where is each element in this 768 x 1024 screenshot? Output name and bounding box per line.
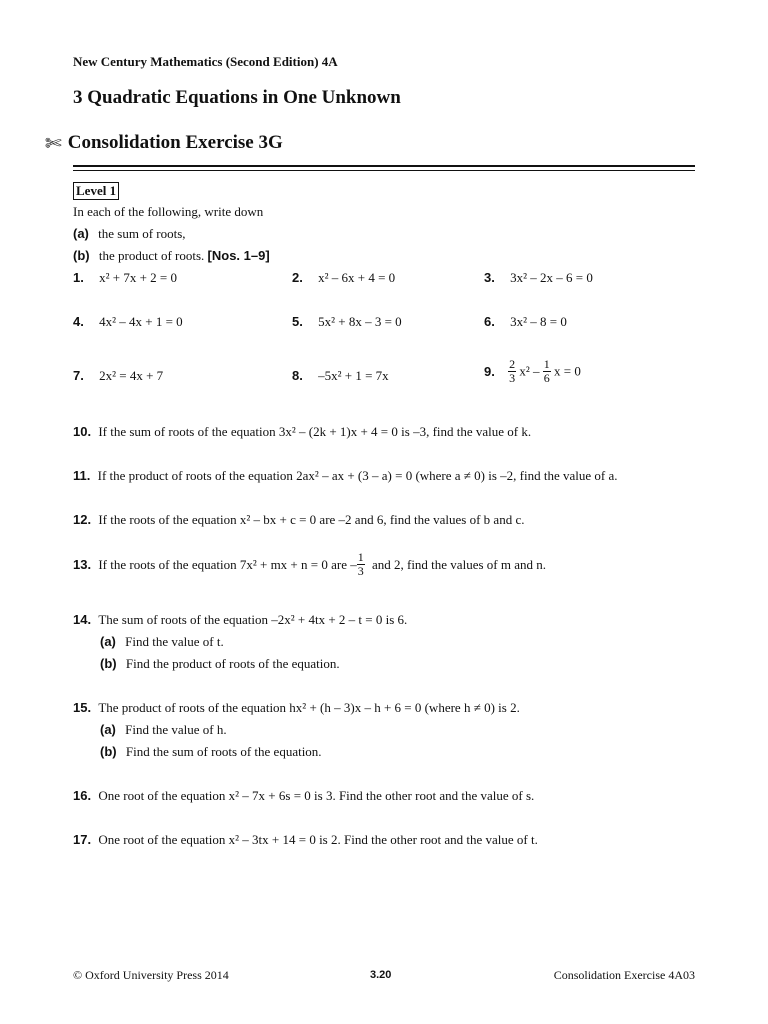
question-text: The product of roots of the equation hx² + (h – 3)x – h + 6 = 0 (where h ≠ 0) is 2. bbox=[98, 700, 520, 715]
question-16 bbox=[73, 788, 534, 804]
equation: x² – 6x + 4 = 0 bbox=[318, 270, 396, 285]
question-number: 6. bbox=[484, 314, 495, 329]
equation-part: x = 0 bbox=[554, 363, 581, 379]
question-14-part-b bbox=[100, 656, 340, 672]
question-13 bbox=[73, 551, 546, 578]
part-label: (a) bbox=[73, 226, 89, 241]
page-number: 3.20 bbox=[370, 969, 392, 981]
question-14 bbox=[73, 612, 407, 628]
part-text: Find the value of t. bbox=[125, 634, 224, 649]
question-10 bbox=[73, 424, 531, 440]
question-2 bbox=[292, 270, 395, 286]
equation: –5x² + 1 = 7x bbox=[318, 368, 389, 383]
equation: 2x² = 4x + 7 bbox=[99, 368, 164, 383]
question-text: The sum of roots of the equation –2x² + 4tx + 2 – t = 0 is 6. bbox=[98, 612, 408, 627]
question-number: 11. bbox=[73, 468, 91, 483]
part-text: the sum of roots, bbox=[98, 226, 186, 241]
intro-text: In each of the following, write down bbox=[73, 204, 264, 219]
question-9 bbox=[484, 358, 581, 385]
question-text: One root of the equation x² – 7x + 6s = 0 is 3. Find the other root and the value of s. bbox=[98, 788, 535, 803]
question-number: 9. bbox=[484, 364, 495, 379]
question-number: 1. bbox=[73, 270, 84, 285]
question-text: If the product of roots of the equation 2ax² – ax + (3 – a) = 0 (where a ≠ 0) is –2, find the value of a. bbox=[97, 468, 618, 483]
question-number: 4. bbox=[73, 314, 84, 329]
part-text: the product of roots. bbox=[98, 248, 205, 263]
part-text: Find the product of roots of the equation. bbox=[125, 656, 340, 671]
question-15 bbox=[73, 700, 520, 716]
question-12 bbox=[73, 512, 524, 528]
question-11 bbox=[73, 468, 618, 484]
question-text: If the roots of the equation 7x² + mx + n = 0 are – bbox=[98, 556, 357, 572]
equation: 5x² + 8x – 3 = 0 bbox=[318, 314, 402, 329]
question-6 bbox=[484, 314, 567, 330]
question-number: 8. bbox=[292, 368, 303, 383]
question-text: If the sum of roots of the equation 3x² – (2k + 1)x + 4 = 0 is –3, find the value of k. bbox=[98, 424, 532, 439]
question-14-part-a bbox=[100, 634, 224, 650]
scissors-icon: ✄ bbox=[45, 131, 62, 155]
fraction: $\frac{2}{3}$ bbox=[509, 357, 516, 385]
equation-part: x² – bbox=[519, 363, 540, 379]
question-number: 12. bbox=[73, 512, 92, 527]
equation: 3x² – 8 = 0 bbox=[510, 314, 567, 329]
double-rule-top bbox=[73, 165, 695, 167]
question-8 bbox=[292, 368, 389, 384]
double-rule-bottom bbox=[73, 170, 695, 171]
exercise-title-text: Consolidation Exercise 3G bbox=[67, 132, 283, 153]
fraction: $\frac{1}{3}$ bbox=[357, 550, 364, 578]
part-text: Find the value of h. bbox=[125, 722, 227, 737]
question-7 bbox=[73, 368, 163, 384]
question-range: [Nos. 1–9] bbox=[207, 248, 270, 263]
book-title: New Century Mathematics (Second Edition) 4A bbox=[73, 54, 338, 69]
part-label: (b) bbox=[100, 656, 117, 671]
question-number: 3. bbox=[484, 270, 495, 285]
question-17 bbox=[73, 832, 538, 848]
question-number: 13. bbox=[73, 557, 92, 572]
question-number: 7. bbox=[73, 368, 84, 383]
equation: x² + 7x + 2 = 0 bbox=[99, 270, 177, 285]
question-4 bbox=[73, 314, 183, 330]
level-badge: Level 1 bbox=[73, 182, 119, 200]
intro-part-a bbox=[73, 226, 186, 242]
question-number: 10. bbox=[73, 424, 92, 439]
intro-part-b bbox=[73, 248, 270, 264]
question-number: 5. bbox=[292, 314, 303, 329]
part-text: Find the sum of roots of the equation. bbox=[125, 744, 322, 759]
question-text: If the roots of the equation x² – bx + c = 0 are –2 and 6, find the values of b and c. bbox=[98, 512, 525, 527]
equation: 4x² – 4x + 1 = 0 bbox=[99, 314, 183, 329]
part-label: (a) bbox=[100, 722, 116, 737]
part-label: (a) bbox=[100, 634, 116, 649]
question-number: 16. bbox=[73, 788, 92, 803]
question-3 bbox=[484, 270, 593, 286]
question-number: 17. bbox=[73, 832, 92, 847]
question-1 bbox=[73, 270, 177, 286]
exercise-title bbox=[45, 131, 283, 155]
part-label: (b) bbox=[100, 744, 117, 759]
footer-exercise-code: Consolidation Exercise 4A03 bbox=[553, 968, 695, 982]
footer-copyright: © Oxford University Press 2014 bbox=[73, 968, 229, 982]
equation: 3x² – 2x – 6 = 0 bbox=[510, 270, 593, 285]
question-15-part-b bbox=[100, 744, 322, 760]
chapter-title: 3 Quadratic Equations in One Unknown bbox=[73, 87, 401, 108]
question-text: and 2, find the values of m and n. bbox=[371, 556, 546, 572]
question-number: 14. bbox=[73, 612, 92, 627]
question-15-part-a bbox=[100, 722, 227, 738]
question-number: 15. bbox=[73, 700, 92, 715]
question-5 bbox=[292, 314, 402, 330]
question-number: 2. bbox=[292, 270, 303, 285]
part-label: (b) bbox=[73, 248, 90, 263]
fraction: $\frac{1}{6}$ bbox=[543, 357, 550, 385]
question-text: One root of the equation x² – 3tx + 14 = 0 is 2. Find the other root and the value of t. bbox=[98, 832, 538, 847]
